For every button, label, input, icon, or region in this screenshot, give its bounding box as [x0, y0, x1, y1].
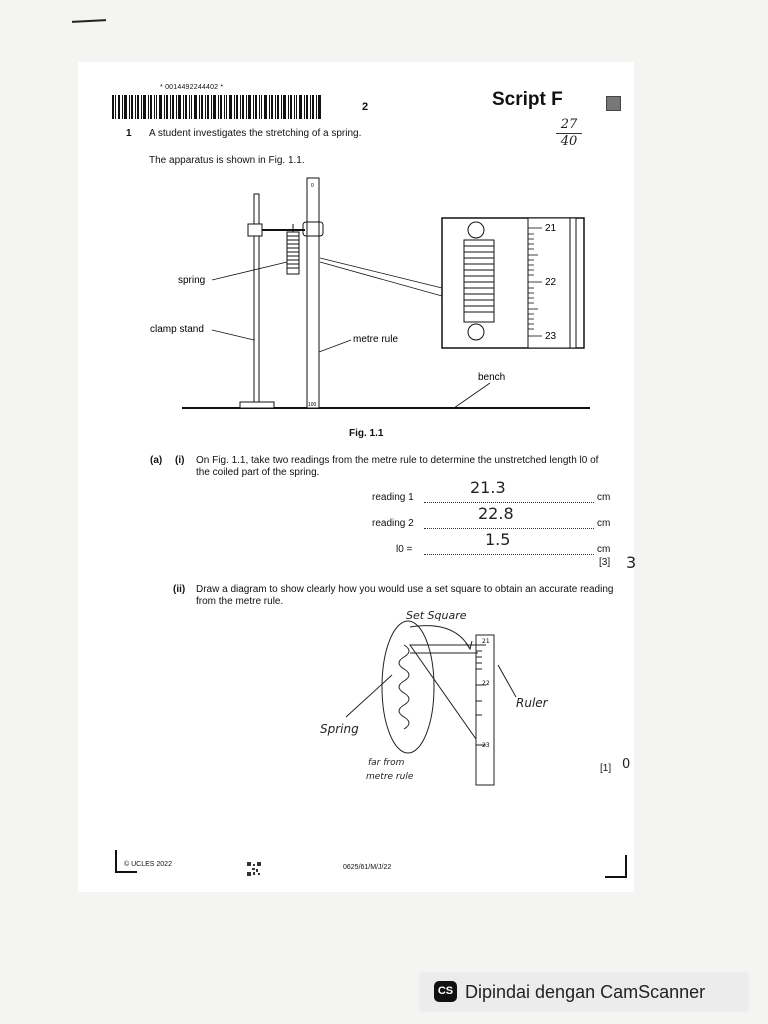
- zoom-tick-23: 23: [545, 331, 557, 342]
- sketch-label-ruler: Ruler: [516, 696, 548, 710]
- reading1-unit: cm: [597, 492, 611, 503]
- reading1-label: reading 1: [372, 492, 414, 503]
- question-number: 1: [126, 128, 132, 139]
- crop-mark-left-base: [115, 871, 137, 873]
- leader-bench: [454, 383, 490, 408]
- corner-marker: [606, 96, 621, 111]
- leader-metre-rule: [319, 340, 351, 352]
- score-awarded: 27: [560, 117, 578, 132]
- question-intro: The apparatus is shown in Fig. 1.1.: [149, 155, 305, 166]
- label-bench: bench: [478, 372, 506, 383]
- metre-rule-bar: [307, 178, 319, 408]
- question-text: A student investigates the stretching of a spring.: [149, 128, 362, 139]
- sketch-spring-coil: [399, 645, 409, 729]
- camscanner-text: Dipindai dengan CamScanner: [465, 982, 706, 1002]
- part-aii-label: (ii): [173, 584, 186, 595]
- reading2-unit: cm: [597, 518, 611, 529]
- part-ai-instruction: On Fig. 1.1, take two readings from the metre rule to determine the unstretched length l0 of the coiled part of the spring.: [196, 455, 599, 478]
- zoom-tick-22: 22: [545, 277, 557, 288]
- total-score: [556, 118, 582, 149]
- sketch-label-set-square: Set Square: [406, 609, 467, 622]
- student-sketch: [300, 605, 590, 790]
- page-number: 2: [362, 101, 369, 113]
- part-ai-label: (i): [175, 455, 185, 466]
- rule-top-label: 0: [311, 183, 314, 189]
- sketch-label-metre-rule: metre rule: [366, 772, 414, 782]
- leader-clamp-stand: [212, 330, 254, 340]
- sketch-tick-22: 22: [482, 680, 490, 687]
- crop-mark-right: [625, 855, 627, 877]
- part-aii-marks: [1]: [600, 763, 612, 774]
- sketch-label-far-from: far from: [368, 758, 405, 768]
- boss: [248, 224, 262, 236]
- label-spring: spring: [178, 275, 206, 286]
- paper-code: 0625/61/M/J/22: [343, 864, 392, 871]
- reading2-label: reading 2: [372, 518, 414, 529]
- zoom-tick-21: 21: [545, 223, 557, 234]
- sketch-tick-23: 23: [482, 742, 490, 749]
- stand-base: [240, 402, 274, 408]
- score-total: 40: [560, 134, 578, 149]
- reading1-line: [424, 491, 594, 503]
- part-ai-marks: [3]: [599, 557, 611, 568]
- copyright: © UCLES 2022: [124, 861, 172, 868]
- zoom-line-top: [320, 258, 442, 288]
- barcode-icon: [112, 95, 322, 119]
- l0-unit: cm: [597, 544, 611, 555]
- sketch-set-square: [410, 645, 476, 739]
- zoom-line-bottom: [320, 262, 442, 296]
- part-aii-instruction: Draw a diagram to show clearly how you would use a set square to obtain an accurate reading from the metre rule.: [196, 584, 614, 607]
- l0-answer: 1.5: [485, 530, 511, 549]
- sketch-label-spring: Spring: [320, 722, 359, 736]
- apparatus-figure: [150, 170, 600, 420]
- part-aii-awarded: 0: [622, 757, 631, 772]
- part-a-label: (a): [150, 455, 163, 466]
- reading1-answer: 21.3: [470, 478, 506, 497]
- camscanner-logo-icon: CS: [434, 981, 457, 1002]
- script-label: Script F: [492, 89, 563, 110]
- sketch-tick-21: 21: [482, 638, 490, 645]
- reading2-answer: 22.8: [478, 504, 514, 523]
- l0-label: l0 =: [396, 544, 413, 555]
- pen-mark: [72, 19, 106, 23]
- label-metre-rule: metre rule: [353, 334, 399, 345]
- crop-mark-left: [115, 850, 117, 872]
- qr-code-icon: [247, 862, 261, 876]
- figure-caption: Fig. 1.1: [349, 428, 384, 439]
- barcode-number: * 0014492244402 *: [160, 84, 224, 91]
- leader-spring: [212, 262, 287, 280]
- part-ai-awarded: 3: [626, 553, 637, 572]
- label-clamp-stand: clamp stand: [150, 324, 204, 335]
- sketch-leader-ruler: [498, 665, 516, 697]
- rule-bottom-label: 100: [308, 402, 317, 408]
- sketch-leader-spring: [346, 675, 392, 717]
- crop-mark-right-base: [605, 876, 627, 878]
- spring-coils: [287, 232, 299, 274]
- sketch-spring-outline: [382, 621, 434, 753]
